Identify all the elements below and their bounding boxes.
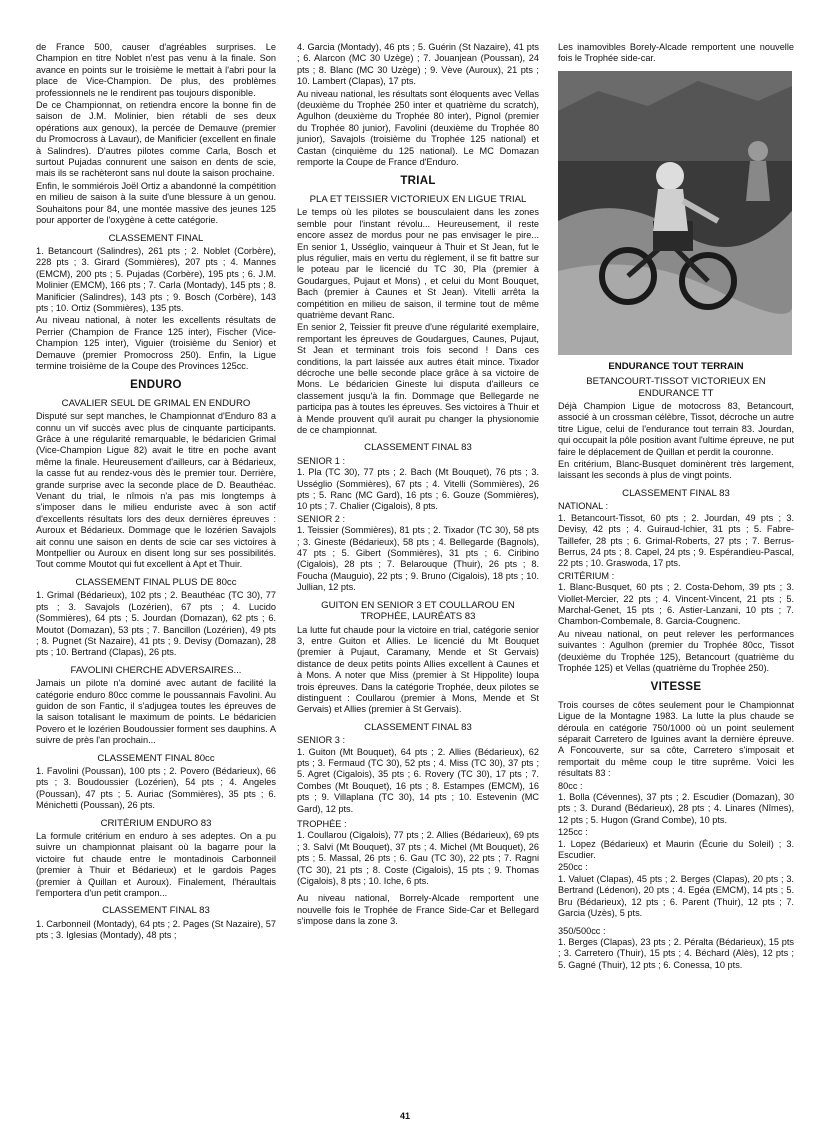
subheading: CRITÉRIUM ENDURO 83 [100,817,212,829]
category-label: 350/500cc : [558,925,606,936]
subheading: CAVALIER SEUL DE GRIMAL EN ENDURO [61,397,251,409]
results-text: 1. Bolla (Cévennes), 37 pts ; 2. Escudier (Domazan), 30 pts ; 3. Durand (Bédarieux), 28 pts ; 4. Linares (Nîmes), 12 pts ; 5. Hugon (Grand Combe), 10 pts. [558,792,794,825]
paragraph: La lutte fut chaude pour la victoire en trial, catégorie senior 3, entre Guiton et Allies. Le licencié du Mt Bouquet (premier à Pujaut, Caramany, Mende et St Gervais) distance de deux petits points Allies excellent à Caunes et à Mons. A noter que Miss (premier à St Hippolite) loupa trois épreuves. Dans la catégorie Trophée, deux pilotes se distinguent : Coullarou (premier à Mons, Mende et St Gervais) et Allies (premier à St Gervais). [297,624,539,715]
category-label: NATIONAL : [558,501,609,512]
results-text: 1. Valuet (Clapas), 45 pts ; 2. Berges (Clapas), 20 pts ; 3. Bertrand (Lédenon), 20 pts ; 4. Egéa (EMCM), 14 pts ; 5. Bru (Bédarieux), 12 pts ; 6. Parent (Thuir), 12 pts ; 7. Garcia (Uzès), 5 pts. [558,873,794,919]
subheading: CLASSEMENT FINAL 83 [364,442,472,454]
subheading: CLASSEMENT FINAL 83 [622,487,730,499]
category-label: CRITÉRIUM : [558,570,615,581]
paragraph: Déjà Champion Ligue de motocross 83, Betancourt, associé à un crossman célèbre, Tissot, décroche un autre titre Ligue, celui de l'endurance tout terrain 83. Jourdan, qui occupait la pôle position avant l'ultime épreuve, ne put faire le déplacement de Quillan et perdit la couronne. [558,401,794,457]
results-text: 1. Pla (TC 30), 77 pts ; 2. Bach (Mt Bouquet), 76 pts ; 3. Usséglio (Sommières), 67 pts ; 4. Vitelli (Sommières), 26 pts ; 5. Ranc (MC Gard), 16 pts ; 6. Gouze (Sommières), 10 pts ; 7. Chalier (Cigalois), 8 pts. [297,467,539,512]
column-3 [558,42,794,972]
paragraph: Au niveau national, à noter les excellents résultats de Perrier (Champion de France 125 inter), Fischer (Vice-Champion 125 inter), Viguier (troisième du Senior) et Demauve (premier Promocross 250). Enfin, la Ligue termine troisième de la Coupe des Provinces 125cc. [36,315,276,371]
subheading: CLASSEMENT FINAL 83 [102,905,210,917]
category-label: SENIOR 3 : [297,735,345,746]
section-title: ENDURANCE TOUT TERRAIN [608,360,744,372]
paragraph: Au niveau national, on peut relever les performances suivantes : Agulhon (premier du Trophée 80cc, Tissot (deuxième du Trophée 125), Betancourt (quatrième du Trophée 125) et Vellas (quatrième du Trophée 250). [558,628,794,673]
paragraph: Jamais un pilote n'a dominé avec autant de facilité la catégorie enduro 80cc comme le poussannais Favolini. Au guidon de son Fantic, il s'adjugea toutes les épreuves de la saison totalisant le maximum de points. Le bédaricien Povero et le lozérien Boudoussier forment ses dauphins. A suivre de près l'an prochain... [36,678,276,746]
category-label: 80cc : [558,780,583,791]
paragraph: Trois courses de côtes seulement pour le Championnat Ligue de la Montagne 1983. La lutte la plus chaude se déroula en catégorie 750/1000 où un point seulement séparait Carretero de Iguines avant la dernière épreuve. A Foncouverte, sur sa côte, Carretero s'imposait et remportait du même coup le titre suprême. Voici les résultats 83 : [558,699,794,779]
subheading: CLASSEMENT FINAL 83 [364,721,472,733]
subheading: BETANCOURT-TISSOT VICTORIEUX EN ENDURANCE TT [586,376,766,399]
category-label: SENIOR 2 : [297,513,345,524]
subheading: GUITON EN SENIOR 3 ET COULLAROU EN TROPHÉE, LAURÉATS 83 [321,599,515,623]
section-title: VITESSE [650,681,702,694]
subheading: FAVOLINI CHERCHE ADVERSAIRES... [70,664,242,676]
paragraph: Enfin, le sommiérois Joël Ortiz a abandonné la compétition en milieu de saison à la suite d'une blessure à un genou. Souhaitons pour 84, une montée massive des jeunes 125 pour apporter de l'oxygène à cette catégorie. [36,180,276,226]
paragraph: Au niveau national, les résultats sont éloquents avec Vellas (deuxième du Trophée 250 inter et quatrième du scratch), Agulhon (deuxième du Trophée 80 inter), Pignol (premier du Trophée 80 junior), Favolini (deuxième du Trophée 80 junior), Savajols (troisième du Trophée 125 national) et Castan (cinquième du 125 national). Le MC Domazan remporte la Coupe de France d'Enduro. [297,88,539,168]
paragraph: La formule critérium en enduro à ses adeptes. On a pu suivre un championnat plaisant où la bagarre pour la victoire fut chaude entre le montadinois Carbonneil (premier à Thuir et Bédarieux) et le gardois Pages (premier à Quillan et Auroux). Finalement, l'héraultais l'emportera d'un petit crampon... [36,831,276,899]
subheading: CLASSEMENT FINAL [108,232,204,244]
results-text: 4. Garcia (Montady), 46 pts ; 5. Guérin (St Nazaire), 41 pts ; 6. Alarcon (MC 30 Uzège) ; 7. Jouanjean (Poussan), 24 pts ; 8. Blanc (MC 30 Uzège) ; 9. Vève (Auroux), 21 pts ; 10. Lambert (Clapas), 17 pts. [297,42,539,87]
section-title: ENDURO [130,379,182,392]
results-text: 1. Carbonneil (Montady), 64 pts ; 2. Pages (St Nazaire), 57 pts ; 3. Iglesias (Montady), 48 pts ; [36,918,276,941]
subheading: CLASSEMENT FINAL PLUS DE 80cc [75,576,237,588]
paragraph: Au niveau national, Borrely-Alcade remportent une nouvelle fois le Trophée de France Side-Car et Bellegard s'impose dans la zone 3. [297,893,539,927]
category-label: SENIOR 1 : [297,455,345,466]
category-label: TROPHÉE : [297,819,347,829]
results-text: 1. Teissier (Sommières), 81 pts ; 2. Tixador (TC 30), 58 pts ; 3. Gineste (Bédarieux), 58 pts ; 4. Bellegarde (Bagnols), 47 pts ; 5. Gibert (Sommières), 31 pts ; 6. Ciribino (Cigalois), 28 pts ; 7. Belarouque (Thuir), 26 pts ; 8. Foucha (Mauguio), 22 pts ; 9. Bruno (Cigalois), 18 pts ; 10. Jullian, 12 pts. [297,525,539,593]
results-text: 1. Berges (Clapas), 23 pts ; 2. Péralta (Bédarieux), 15 pts ; 3. Carretero (Thuir), 15 pts ; 4. Béchard (Alès), 12 pts ; 5. Gagné (Thuir), 12 pts ; 6. Conessa, 10 pts. [558,936,794,970]
results-text: 1. Betancourt (Salindres), 261 pts ; 2. Noblet (Corbère), 228 pts ; 3. Girard (Sommières), 207 pts ; 4. Mannes (EMCM), 200 pts ; 5. Pujadas (Corbère), 195 pts ; 6. J.M. Molinier (EMCM), 166 pts ; 7. Carla (Montady), 145 pts ; 8. Manificier (Salindres), 143 pts ; 9. Bosch (Corbère), 143 pts ; 10. Ortiz (Sommières), 135 pts. [36,245,276,313]
subheading: PLA ET TEISSIER VICTORIEUX EN LIGUE TRIAL [309,193,527,205]
paragraph: Le temps où les pilotes se bousculaient dans les zones semble pour l'instant révolu... Heureusement, il reste encore assez de mordus pour ne pas envisager le pire... En senior 1, Usséglio, vainqueur à Thuir et St Jean, fut le plus régulier, mais en vertu du règlement, il se fit battre sur le poteau par le licencié du TC 30, Pla (premier à Goudargues, Pujaut et Mons) , et celui du Mont Bouquet, Bach (premier à Caunes et St Jean). Vitelli arrêta la compétition en milieu de saison, il termine tout de même quatrième devant Ranc. [297,207,539,320]
results-text: 1. Lopez (Bédarieux) et Maurin (Écurie du Soleil) ; 3. Escudier. [558,838,794,861]
category-label: 125cc : [558,827,588,838]
paragraph: De ce Championnat, on retiendra encore la bonne fin de saison de J.M. Molinier, bien rétabli de ses deux opérations aux genoux), la percée de Demauve (premier du Promocross à Lavaur), de Manificier (excellent en finale à Salindres). D'autres pilotes comme Carla, Bosch et surtout Pujadas connurent une saison en dents de scie, mais ils se rachèteront sans nul doute la saison prochaine. [36,100,276,179]
paragraph: de France 500, causer d'agréables surprises. Le Champion en titre Noblet n'est pas venu à la finale. Son avance en points sur le troisième le mettait à l'abri pour la place de Vice-Champion. De plus, des problèmes professionnels ne le rendirent pas toujours disponible. [36,42,276,98]
photo-caption: Les inamovibles Borely-Alcade remportent une nouvelle fois le Trophée side-car. [558,42,794,64]
paragraph: Disputé sur sept manches, le Championnat d'Enduro 83 a connu un vif succès avec plus de cinquante participants. Grâce à une régularité remarquable, le bédaricien Grimal (Vice-Champion Ligue 82) avait le titre en poche avant même la finale. Heureusement d'ailleurs, car à Bédarieux, la casse fut au rendez-vous dès le premier tour. Derrière, grande surprise avec la seconde place de D. Beauthéac. Venant du trial, le nîmois n'a pas mis longtemps à s'imposer dans le milieu enduriste avec à son actif d'excellents résultats lors des deux dernières épreuves : Auroux et Bédarieux. Dommage que le lozérien Savajols ait connu une saison en dents de scie car ses victoires à Montpellier ou Auroux en disent long sur ses possibilités. Tout comme Moutot qui fut excellent à Apt et Thuir. [36,411,276,570]
enduro-rider-photo [558,71,792,355]
results-text: 1. Blanc-Busquet, 60 pts ; 2. Costa-Dehom, 39 pts ; 3. Viollet-Mercier, 22 pts ; 4. Vincent-Vincent, 21 pts ; 5. Marchal-Genet, 15 pts ; 6. Astier-Lanzani, 10 pts ; 7. Chambon-Combemale, 8. Garcia-Cougnenc. [558,582,794,627]
paragraph: En senior 2, Teissier fit preuve d'une régularité exemplaire, remportant les épreuves de Goudargues, Caunes, Pujaut, St Jean et terminant trois fois second ! Dans ces conditions, la part laissée aux autres était mince. Tixador décroche une belle seconde place grâce à sa victoire de Mons. Le bédaricien Gineste lui disputa d'ailleurs ce classement jusqu'à la fin. Dommage que Bellegarde ne participa pas à toutes les épreuves. Ses victoires à Thuir et à Mende prouvent qu'il aurait pu changer la physionomie de ce championnat. [297,322,539,435]
column-1 [36,42,276,943]
page-number: 41 [400,1111,411,1121]
section-title: TRIAL [400,175,436,188]
column-2 [297,42,539,929]
results-text: 1. Grimal (Bédarieux), 102 pts ; 2. Beauthéac (TC 30), 77 pts ; 3. Savajols (Lozérien), 67 pts ; 4. Lucido (Sommières), 64 pts ; 5. Jourdan (Domazan), 62 pts ; 6. Moutot (Domazan), 53 pts ; 7. Bancillon (Lozérien), 49 pts ; 8. Pugnet (St Nazaire), 41 pts ; 9. Devisy (Domazan), 28 pts ; 10. Bertrand (Clapas), 26 pts. [36,590,276,658]
results-text: 1. Coullarou (Cigalois), 77 pts ; 2. Allies (Bédarieux), 69 pts ; 3. Salvi (Mt Bouquet), 37 pts ; 4. Michel (Mt Bouquet), 26 pts ; 5. Massal, 26 pts ; 6. Gau (TC 30), 22 pts ; 7. Ragni (TC 30), 21 pts ; 8. Coste (Cigalois), 15 pts ; 9. Thomas (Cigalois), 8 pts ; 10. Iche, 6 pts. [297,830,539,887]
category-label: 250cc : [558,862,588,873]
results-text: 1. Guiton (Mt Bouquet), 64 pts ; 2. Allies (Bédarieux), 62 pts ; 3. Fermaud (TC 30), 52 pts ; 4. Miss (TC 30), 37 pts ; 5. Agret (Cigalois), 35 pts ; 6. Rovery (TC 30), 17 pts ; 7. Combes (Mt Bouquet), 16 pts ; 8. Estampes (EMCM), 16 pts ; 9. Villaplana (TC 30), 14 pts ; 10. Estevenin (MC Gard), 12 pts. [297,746,539,814]
results-text: 1. Betancourt-Tissot, 60 pts ; 2. Jourdan, 49 pts ; 3. Devisy, 42 pts ; 4. Guiraud-Ichier, 31 pts ; 5. Fabre-Taillefer, 28 pts ; 6. Grimal-Roberts, 27 pts ; 7. Berrus-Berrus, 24 pts ; 8. Capel, 24 pts ; 9. Espérandieu-Pascal, 22 pts ; 10. Graswoda, 17 pts. [558,512,794,569]
results-text: 1. Favolini (Poussan), 100 pts ; 2. Povero (Bédarieux), 66 pts ; 3. Boudoussier (Lozérien), 54 pts ; 4. Angeles (Poussan), 47 pts ; 5. Auriac (Sommières), 35 pts ; 6. Ménichetti (Poussan), 26 pts. [36,765,276,811]
subheading: CLASSEMENT FINAL 80cc [97,752,215,764]
paragraph: En critérium, Blanc-Busquet dominèrent très largement, laissant les seconds à plus de vingt points. [558,459,794,481]
